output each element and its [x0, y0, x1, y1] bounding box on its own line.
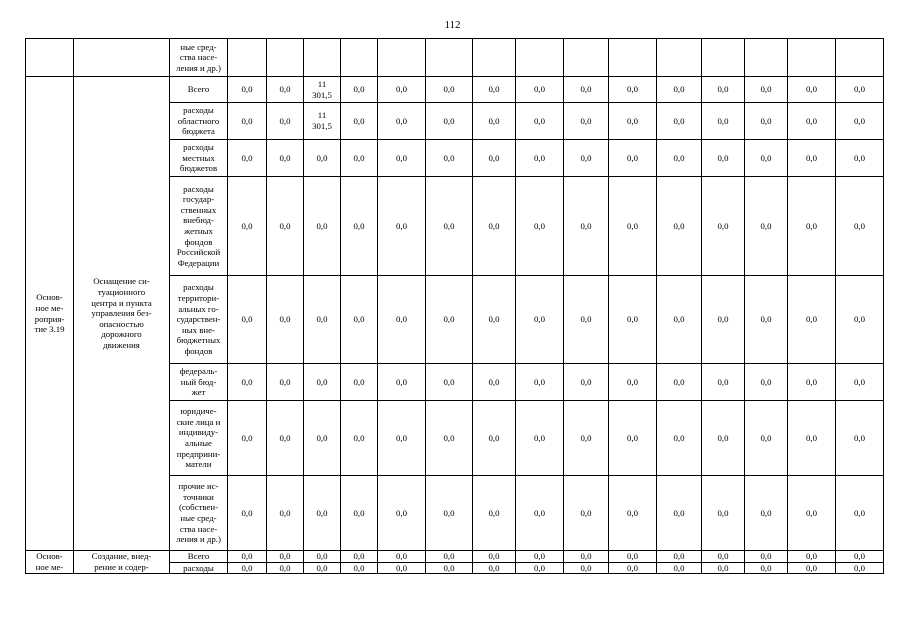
value-cell: 0,0 [378, 77, 426, 103]
value-cell: 0,0 [657, 177, 702, 276]
value-cell: 0,0 [228, 364, 267, 401]
value-cell: 0,0 [473, 103, 516, 140]
activity-name-cell: Основ- ное ме- [26, 551, 74, 574]
value-cell: 0,0 [516, 364, 564, 401]
value-cell: 0,0 [516, 140, 564, 177]
value-cell: 0,0 [426, 476, 473, 551]
value-cell: 0,0 [564, 103, 609, 140]
value-cell [473, 39, 516, 77]
value-cell: 0,0 [564, 562, 609, 574]
value-cell: 0,0 [378, 364, 426, 401]
table-row [26, 77, 884, 103]
value-cell: 0,0 [267, 276, 304, 364]
value-cell: 0,0 [341, 140, 378, 177]
value-cell: 0,0 [341, 551, 378, 563]
value-cell: 0,0 [267, 551, 304, 563]
value-cell: 0,0 [657, 103, 702, 140]
value-cell: 0,0 [702, 562, 745, 574]
value-cell [836, 39, 884, 77]
value-cell: 0,0 [788, 551, 836, 563]
value-cell: 0,0 [564, 476, 609, 551]
value-cell: 0,0 [267, 562, 304, 574]
value-cell: 0,0 [516, 476, 564, 551]
value-cell: 0,0 [836, 77, 884, 103]
value-cell: 0,0 [745, 551, 788, 563]
value-cell: 0,0 [702, 476, 745, 551]
value-cell: 0,0 [304, 476, 341, 551]
value-cell: 0,0 [788, 364, 836, 401]
value-cell: 0,0 [228, 77, 267, 103]
value-cell: 0,0 [304, 551, 341, 563]
value-cell: 0,0 [426, 562, 473, 574]
value-cell [788, 39, 836, 77]
value-cell: 0,0 [609, 177, 657, 276]
value-cell: 0,0 [657, 562, 702, 574]
budget-table [25, 38, 884, 574]
value-cell: 0,0 [745, 476, 788, 551]
value-cell: 0,0 [341, 476, 378, 551]
value-cell: 0,0 [516, 562, 564, 574]
funding-source-cell: расходы местных бюджетов [170, 140, 228, 177]
value-cell: 0,0 [609, 77, 657, 103]
value-cell: 0,0 [564, 276, 609, 364]
funding-source-cell: расходы государ- ственных внебюд- жетных фондов Российской Федерации [170, 177, 228, 276]
value-cell: 0,0 [609, 276, 657, 364]
value-cell: 0,0 [657, 140, 702, 177]
value-cell [564, 39, 609, 77]
value-cell: 0,0 [304, 562, 341, 574]
activity-description-cell [74, 39, 170, 77]
value-cell: 0,0 [788, 140, 836, 177]
table-body [26, 39, 884, 574]
funding-source-cell: расходы [170, 562, 228, 574]
value-cell: 0,0 [564, 177, 609, 276]
value-cell: 0,0 [473, 276, 516, 364]
value-cell: 0,0 [341, 103, 378, 140]
value-cell [426, 39, 473, 77]
value-cell: 0,0 [657, 551, 702, 563]
value-cell: 0,0 [341, 401, 378, 476]
value-cell: 0,0 [473, 401, 516, 476]
value-cell: 0,0 [788, 103, 836, 140]
value-cell: 0,0 [516, 77, 564, 103]
page-number: 112 [444, 19, 461, 31]
value-cell: 0,0 [702, 103, 745, 140]
table-row [26, 39, 884, 77]
value-cell: 0,0 [702, 364, 745, 401]
activity-name-cell [26, 39, 74, 77]
value-cell: 0,0 [341, 177, 378, 276]
activity-description-cell: Оснащение си- туационного центра и пункта управления без- опасностью дорожного движения [74, 77, 170, 551]
value-cell: 0,0 [609, 103, 657, 140]
value-cell: 0,0 [304, 401, 341, 476]
value-cell: 0,0 [745, 401, 788, 476]
value-cell: 0,0 [267, 77, 304, 103]
value-cell: 0,0 [378, 551, 426, 563]
value-cell: 11 301,5 [304, 77, 341, 103]
value-cell: 0,0 [378, 140, 426, 177]
value-cell: 0,0 [378, 177, 426, 276]
value-cell: 0,0 [745, 140, 788, 177]
value-cell: 0,0 [228, 401, 267, 476]
value-cell: 0,0 [378, 562, 426, 574]
value-cell: 0,0 [228, 551, 267, 563]
value-cell: 0,0 [836, 140, 884, 177]
value-cell: 0,0 [609, 476, 657, 551]
value-cell: 0,0 [657, 276, 702, 364]
value-cell: 0,0 [702, 140, 745, 177]
value-cell: 0,0 [267, 103, 304, 140]
value-cell: 0,0 [304, 276, 341, 364]
value-cell: 0,0 [516, 276, 564, 364]
value-cell: 0,0 [609, 401, 657, 476]
value-cell [702, 39, 745, 77]
table-row [26, 551, 884, 563]
value-cell: 0,0 [702, 276, 745, 364]
value-cell: 0,0 [426, 140, 473, 177]
value-cell: 0,0 [657, 77, 702, 103]
value-cell: 0,0 [836, 276, 884, 364]
value-cell: 0,0 [657, 364, 702, 401]
value-cell: 0,0 [702, 77, 745, 103]
value-cell: 0,0 [473, 140, 516, 177]
value-cell: 0,0 [378, 401, 426, 476]
value-cell: 0,0 [228, 562, 267, 574]
funding-source-cell: ные сред- ства насе- ления и др.) [170, 39, 228, 77]
value-cell: 0,0 [609, 364, 657, 401]
value-cell: 0,0 [836, 177, 884, 276]
value-cell [267, 39, 304, 77]
value-cell [609, 39, 657, 77]
value-cell: 0,0 [702, 401, 745, 476]
value-cell [341, 39, 378, 77]
value-cell: 0,0 [702, 177, 745, 276]
value-cell: 0,0 [228, 276, 267, 364]
value-cell: 0,0 [657, 476, 702, 551]
value-cell: 0,0 [745, 103, 788, 140]
value-cell: 0,0 [609, 140, 657, 177]
value-cell: 0,0 [426, 401, 473, 476]
value-cell: 0,0 [516, 551, 564, 563]
value-cell: 0,0 [745, 562, 788, 574]
value-cell: 0,0 [788, 401, 836, 476]
value-cell: 0,0 [473, 177, 516, 276]
value-cell [304, 39, 341, 77]
value-cell: 0,0 [341, 562, 378, 574]
value-cell: 0,0 [304, 177, 341, 276]
value-cell: 0,0 [788, 177, 836, 276]
value-cell: 0,0 [788, 562, 836, 574]
value-cell: 0,0 [228, 103, 267, 140]
value-cell [516, 39, 564, 77]
funding-source-cell: Всего [170, 77, 228, 103]
value-cell: 0,0 [228, 140, 267, 177]
value-cell [745, 39, 788, 77]
value-cell: 0,0 [836, 476, 884, 551]
value-cell: 0,0 [564, 551, 609, 563]
value-cell: 0,0 [516, 103, 564, 140]
value-cell: 0,0 [267, 177, 304, 276]
activity-description-cell: Создание, внед- рение и содер- [74, 551, 170, 574]
value-cell: 0,0 [745, 364, 788, 401]
value-cell: 0,0 [473, 77, 516, 103]
value-cell: 0,0 [426, 551, 473, 563]
value-cell: 0,0 [564, 401, 609, 476]
value-cell: 0,0 [702, 551, 745, 563]
value-cell: 0,0 [228, 476, 267, 551]
value-cell: 0,0 [341, 276, 378, 364]
activity-name-cell: Основ- ное ме- роприя- тие 3.19 [26, 77, 74, 551]
value-cell: 0,0 [836, 364, 884, 401]
value-cell: 0,0 [564, 364, 609, 401]
value-cell: 0,0 [473, 476, 516, 551]
funding-source-cell: Всего [170, 551, 228, 563]
value-cell: 0,0 [788, 276, 836, 364]
value-cell: 0,0 [267, 140, 304, 177]
value-cell [228, 39, 267, 77]
value-cell: 0,0 [657, 401, 702, 476]
value-cell: 0,0 [836, 562, 884, 574]
value-cell: 0,0 [378, 103, 426, 140]
value-cell: 0,0 [304, 140, 341, 177]
value-cell: 0,0 [378, 476, 426, 551]
value-cell: 0,0 [564, 77, 609, 103]
funding-source-cell: расходы территори- альных го- сударствен- ных вне- бюджетных фондов [170, 276, 228, 364]
funding-source-cell: федераль- ный бюд- жет [170, 364, 228, 401]
value-cell: 0,0 [836, 401, 884, 476]
value-cell: 0,0 [473, 551, 516, 563]
value-cell: 0,0 [267, 476, 304, 551]
value-cell: 0,0 [564, 140, 609, 177]
value-cell: 0,0 [609, 551, 657, 563]
value-cell: 0,0 [473, 364, 516, 401]
value-cell [378, 39, 426, 77]
value-cell: 0,0 [304, 364, 341, 401]
funding-source-cell: прочие ис- точники (собствен- ные сред- ства насе- ления и др.) [170, 476, 228, 551]
value-cell: 0,0 [426, 276, 473, 364]
value-cell: 0,0 [267, 401, 304, 476]
value-cell [657, 39, 702, 77]
value-cell: 0,0 [516, 401, 564, 476]
value-cell: 0,0 [745, 77, 788, 103]
value-cell: 0,0 [378, 276, 426, 364]
value-cell: 0,0 [426, 103, 473, 140]
value-cell: 0,0 [745, 276, 788, 364]
value-cell: 0,0 [426, 177, 473, 276]
funding-source-cell: юридиче- ские лица и индивиду- альные предприни- матели [170, 401, 228, 476]
value-cell: 0,0 [745, 177, 788, 276]
value-cell: 0,0 [788, 476, 836, 551]
value-cell: 0,0 [267, 364, 304, 401]
value-cell: 0,0 [341, 364, 378, 401]
value-cell: 0,0 [516, 177, 564, 276]
value-cell: 0,0 [426, 364, 473, 401]
value-cell: 0,0 [836, 103, 884, 140]
value-cell: 0,0 [788, 77, 836, 103]
value-cell: 0,0 [228, 177, 267, 276]
value-cell: 0,0 [836, 551, 884, 563]
value-cell: 0,0 [426, 77, 473, 103]
value-cell: 0,0 [609, 562, 657, 574]
funding-source-cell: расходы областного бюджета [170, 103, 228, 140]
value-cell: 0,0 [473, 562, 516, 574]
value-cell: 0,0 [341, 77, 378, 103]
value-cell: 11 301,5 [304, 103, 341, 140]
